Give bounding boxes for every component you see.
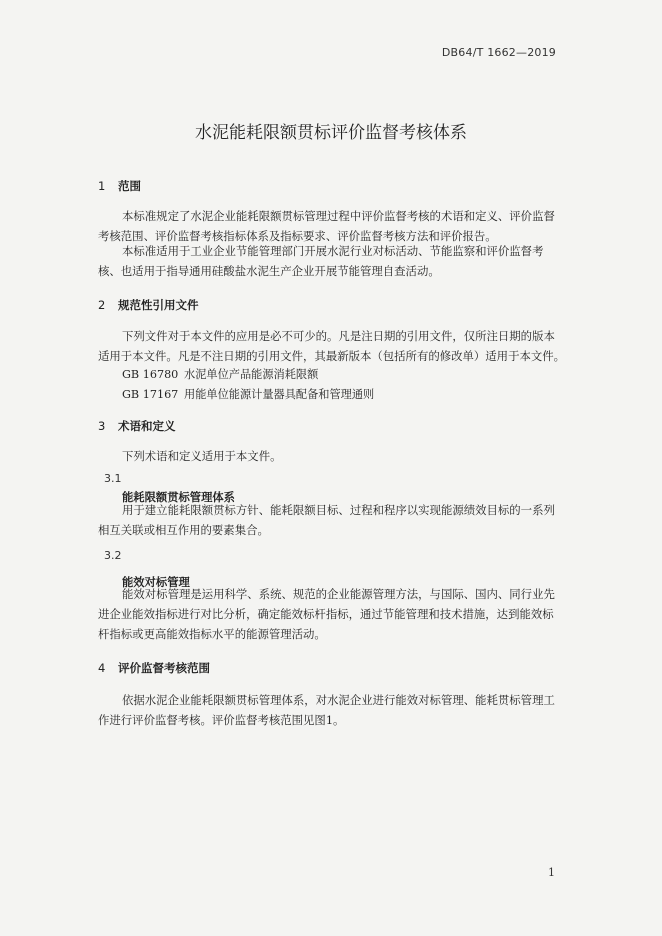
section-title: 范围 (118, 179, 141, 193)
paragraph-line: 适用于本文件。凡是不注日期的引用文件，其最新版本（包括所有的修改单）适用于本文件。 (98, 349, 566, 363)
reference-item (122, 386, 374, 402)
reference-item (122, 366, 318, 382)
section-title: 术语和定义 (118, 419, 176, 433)
reference-title: 用能单位能源计量器具配备和管理通则 (184, 388, 375, 401)
paragraph-line: 能效对标管理是运用科学、系统、规范的企业能源管理方法，与国际、国内、同行业先 (122, 587, 555, 601)
section-number: 4 (98, 661, 106, 675)
term-name: 能效对标管理 (122, 576, 190, 589)
section-heading-4 (98, 660, 210, 676)
paragraph-line: 本标准适用于工业企业节能管理部门开展水泥行业对标活动、节能监察和评价监督考 (122, 244, 544, 258)
term-name: 能耗限额贯标管理体系 (122, 491, 235, 504)
section-number: 3 (98, 419, 106, 433)
reference-code: GB 17167 (122, 388, 179, 401)
term-number: 3.2 (104, 549, 122, 562)
paragraph-line: 依据水泥企业能耗限额贯标管理体系，对水泥企业进行能效对标管理、能耗贯标管理工 (122, 693, 555, 707)
document-title: 水泥能耗限额贯标评价监督考核体系 (195, 123, 467, 143)
reference-code: GB 16780 (122, 368, 179, 381)
paragraph-line: 下列文件对于本文件的应用是必不可少的。凡是注日期的引用文件，仅所注日期的版本 (122, 329, 555, 343)
section-number: 1 (98, 179, 106, 193)
section-heading-3 (98, 418, 176, 434)
term-definition (98, 500, 566, 540)
section-heading-2 (98, 297, 199, 313)
paragraph-line: 本标准规定了水泥企业能耗限额贯标管理过程中评价监督考核的术语和定义、评价监督 (122, 209, 555, 223)
term-number: 3.1 (104, 472, 122, 485)
section-number: 2 (98, 298, 106, 312)
paragraph-line: 下列术语和定义适用于本文件。 (122, 449, 282, 463)
section-title: 规范性引用文件 (118, 298, 199, 312)
paragraph-line: 作进行评价监督考核。评价监督考核范围见图1。 (98, 713, 345, 727)
paragraph-line: 考核范围、评价监督考核指标体系及指标要求、评价监督考核方法和评价报告。 (98, 229, 497, 243)
paragraph-line: 进企业能效指标进行对比分析，确定能效标杆指标，通过节能管理和技术措施，达到能效标 (98, 607, 554, 621)
paragraph (98, 206, 566, 246)
page-number: 1 (548, 866, 555, 879)
reference-title: 水泥单位产品能源消耗限额 (184, 368, 319, 381)
paragraph-line: 杆指标或更高能效指标水平的能源管理活动。 (98, 627, 326, 641)
paragraph (98, 326, 566, 366)
section-heading-1 (98, 178, 141, 194)
standard-number: DB64/T 1662—2019 (441, 46, 556, 59)
paragraph (98, 446, 566, 466)
paragraph-line: 用于建立能耗限额贯标方针、能耗限额目标、过程和程序以实现能源绩效目标的一系列 (122, 503, 555, 517)
section-title: 评价监督考核范围 (118, 661, 210, 675)
paragraph-line: 核、也适用于指导通用硅酸盐水泥生产企业开展节能管理自查活动。 (98, 264, 440, 278)
paragraph-line: 相互关联或相互作用的要素集合。 (98, 523, 269, 537)
paragraph (98, 690, 566, 730)
paragraph (98, 241, 566, 281)
term-definition (98, 584, 566, 644)
